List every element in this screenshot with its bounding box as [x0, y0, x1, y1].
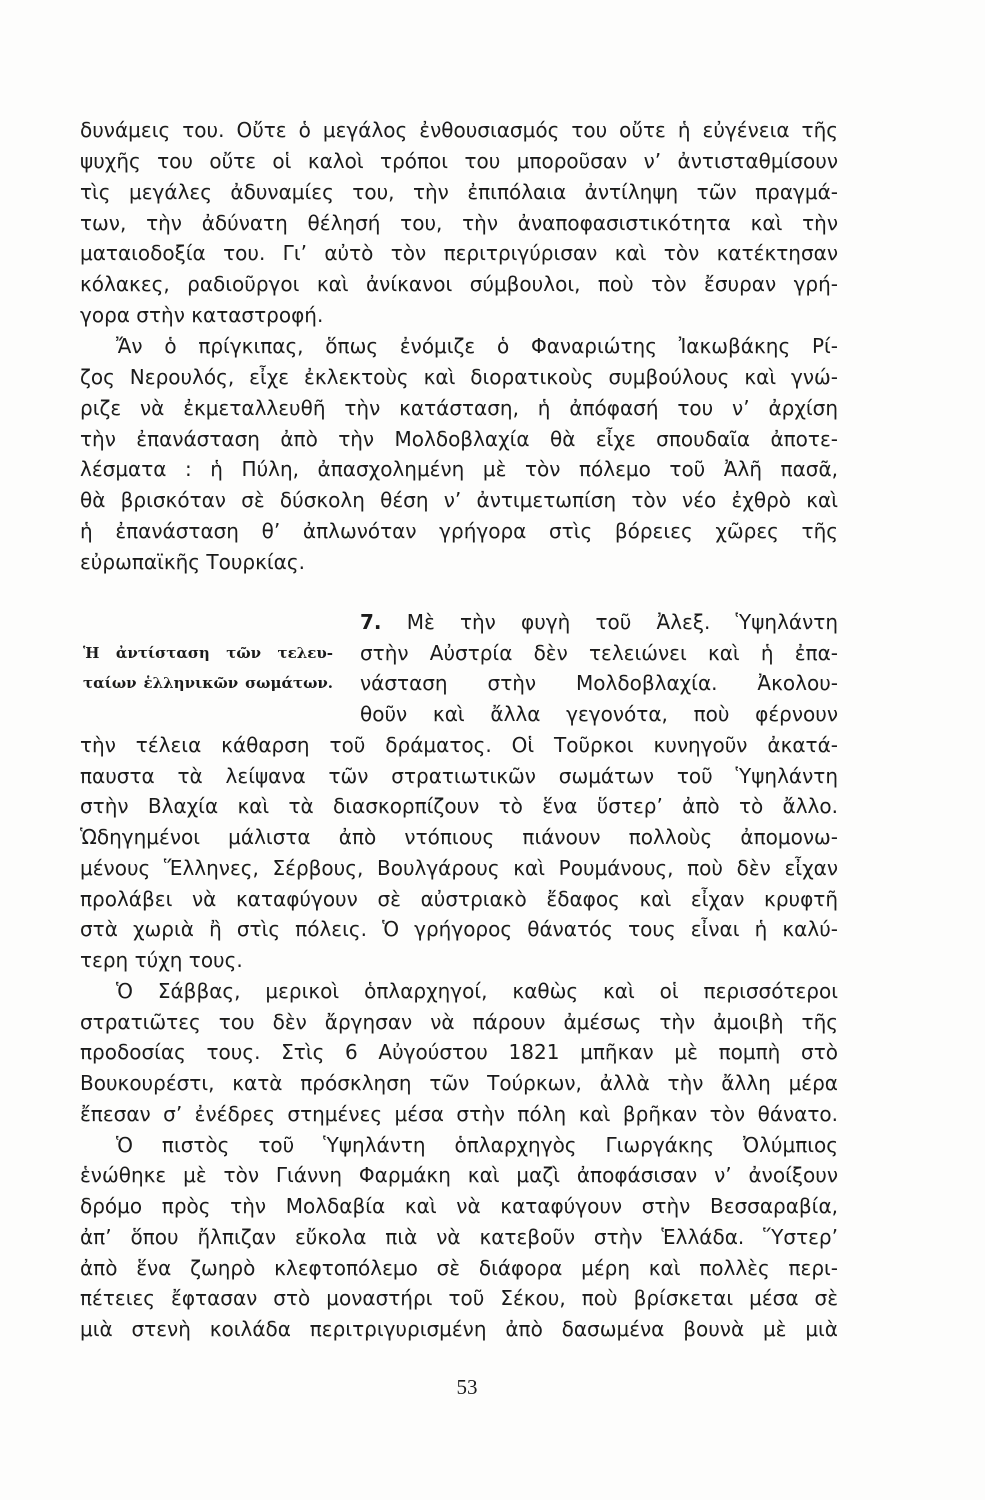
- text-line: ματαιοδοξία του. Γι’ αὐτὸ τὸν περιτριγύρισαν καὶ τὸν κατέκτησαν: [80, 241, 838, 265]
- text-line: θὰ βρισκόταν σὲ δύσκολη θέση ν’ ἀντιμετωπίση τὸν νέο ἐχθρὸ καὶ: [80, 488, 838, 512]
- section-number: 7.: [360, 610, 382, 634]
- text-line: Ὡδηγημένοι μάλιστα ἀπὸ ντόπιους πιάνουν πολλοὺς ἀπομονω-: [80, 825, 838, 849]
- text-line: στὴν Αὐστρία δὲν τελειώνει καὶ ἡ ἐπα-: [360, 641, 838, 665]
- text-line: μιὰ στενὴ κοιλάδα περιτριγυρισμένη ἀπὸ δασωμένα βουνὰ μὲ μιὰ: [80, 1317, 838, 1341]
- text-line: των, τὴν ἀδύνατη θέλησή του, τὴν ἀναποφασιστικότητα καὶ τὴν: [80, 211, 838, 235]
- text-line: κόλακες, ραδιοῦργοι καὶ ἀνίκανοι σύμβουλοι, ποὺ τὸν ἔσυραν γρή-: [80, 272, 838, 296]
- text-line: τὴν τέλεια κάθαρση τοῦ δράματος. Οἱ Τοῦρκοι κυνηγοῦν ἀκατά-: [80, 733, 838, 757]
- text-line: δρόμο πρὸς τὴν Μολδαβία καὶ νὰ καταφύγουν στὴν Βεσσαραβία,: [80, 1194, 838, 1218]
- text-line: εὐρωπαϊκῆς Τουρκίας.: [80, 550, 305, 574]
- text-line: ἔπεσαν σ’ ἐνέδρες στημένες μέσα στὴν πόλη καὶ βρῆκαν τὸν θάνατο.: [80, 1102, 838, 1126]
- text-line: παυστα τὰ λείψανα τῶν στρατιωτικῶν σωμάτων τοῦ Ὑψηλάντη: [80, 764, 838, 788]
- text-line: θοῦν καὶ ἄλλα γεγονότα, ποὺ φέρνουν: [360, 702, 838, 726]
- text-span: Μὲ τὴν φυγὴ τοῦ Ἀλεξ. Ὑψηλάντη: [406, 610, 838, 634]
- text-line: γορα στὴν καταστροφή.: [80, 303, 324, 327]
- text-line: νάσταση στὴν Μολδοβλαχία. Ἀκολου-: [360, 671, 838, 695]
- text-line: ψυχῆς του οὔτε οἱ καλοὶ τρόποι του μποροῦσαν ν’ ἀντισταθμίσουν: [80, 149, 838, 173]
- text-line: τερη τύχη τους.: [80, 948, 243, 972]
- text-line: ριζε νὰ ἐκμεταλλευθῆ τὴν κατάσταση, ἡ ἀπόφασή του ν’ ἀρχίση: [80, 396, 838, 420]
- text-line: ἀπὸ ἕνα ζωηρὸ κλεφτοπόλεμο σὲ διάφορα μέρη καὶ πολλὲς περι-: [80, 1256, 838, 1280]
- text-line: ἑνώθηκε μὲ τὸν Γιάννη Φαρμάκη καὶ μαζὶ ἀποφάσισαν ν’ ἀνοίξουν: [80, 1163, 838, 1187]
- text-line: ζος Νερουλός, εἶχε ἐκλεκτοὺς καὶ διορατικοὺς συμβούλους καὶ γνώ-: [80, 365, 838, 389]
- section-heading-line: [360, 607, 838, 637]
- text-line: Ὁ πιστὸς τοῦ Ὑψηλάντη ὁπλαρχηγὸς Γιωργάκης Ὀλύμπιος: [116, 1133, 838, 1157]
- text-line: στὰ χωριὰ ἢ στὶς πόλεις. Ὁ γρήγορος θάνατός τους εἶναι ἡ καλύ-: [80, 917, 838, 941]
- text-line: Βουκουρέστι, κατὰ πρόσκληση τῶν Τούρκων, ἀλλὰ τὴν ἄλλη μέρα: [80, 1071, 838, 1095]
- text-line: πέτειες ἔφτασαν στὸ μοναστήρι τοῦ Σέκου, ποὺ βρίσκεται μέσα σὲ: [80, 1286, 838, 1310]
- text-line: Ὁ Σάββας, μερικοὶ ὁπλαρχηγοί, καθὼς καὶ οἱ περισσότεροι: [116, 979, 838, 1003]
- text-line: ἀπ’ ὅπου ἤλπιζαν εὔκολα πιὰ νὰ κατεβοῦν στὴν Ἑλλάδα. Ὕστερ’: [80, 1225, 838, 1249]
- text-line: Ἄν ὁ πρίγκιπας, ὅπως ἐνόμιζε ὁ Φαναριώτης Ἰακωβάκης Ρί-: [116, 334, 838, 358]
- text-line: τὶς μεγάλες ἀδυναμίες του, τὴν ἐπιπόλαια ἀντίληψη τῶν πραγμά-: [80, 180, 838, 204]
- text-line: στὴν Βλαχία καὶ τὰ διασκορπίζουν τὸ ἕνα ὕστερ’ ἀπὸ τὸ ἄλλο.: [80, 794, 838, 818]
- text-line: τὴν ἐπανάσταση ἀπὸ τὴν Μολδοβλαχία θὰ εἶχε σπουδαῖα ἀποτε-: [80, 427, 838, 451]
- text-line: προλάβει νὰ καταφύγουν σὲ αὐστριακὸ ἔδαφος καὶ εἶχαν κρυφτῆ: [80, 887, 838, 911]
- marginal-note-line: Ἡ ἀντίσταση τῶν τελευ-: [83, 644, 333, 662]
- text-line: δυνάμεις του. Οὔτε ὁ μεγάλος ἐνθουσιασμός του οὔτε ἡ εὐγένεια τῆς: [80, 118, 838, 142]
- text-line: ἡ ἐπανάσταση θ’ ἀπλωνόταν γρήγορα στὶς βόρειες χῶρες τῆς: [80, 519, 838, 543]
- marginal-note-line: ταίων ἑλληνικῶν σωμάτων.: [83, 674, 333, 692]
- text-line: μένους Ἕλληνες, Σέρβους, Βουλγάρους καὶ Ρουμάνους, ποὺ δὲν εἶχαν: [80, 856, 838, 880]
- text-line: λέσματα : ἡ Πύλη, ἀπασχολημένη μὲ τὸν πόλεμο τοῦ Ἀλῆ πασᾶ,: [80, 457, 838, 481]
- page-number: 53: [456, 1375, 478, 1399]
- text-line: στρατιῶτες του δὲν ἄργησαν νὰ πάρουν ἀμέσως τὴν ἀμοιβὴ τῆς: [80, 1010, 838, 1034]
- text-line: προδοσίας τους. Στὶς 6 Αὐγούστου 1821 μπῆκαν μὲ πομπὴ στὸ: [80, 1040, 838, 1064]
